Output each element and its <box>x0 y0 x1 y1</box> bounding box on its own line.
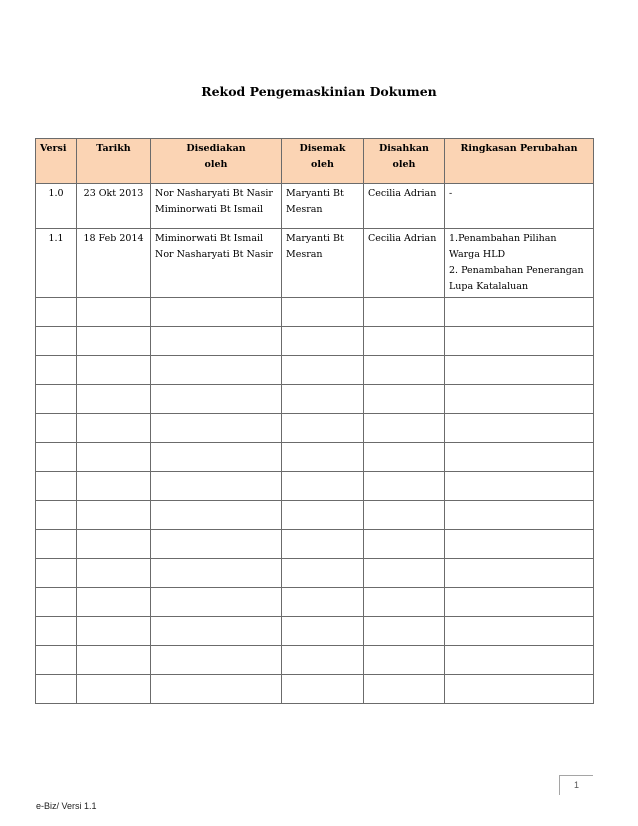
empty-cell <box>36 588 77 617</box>
cell-ringkasan: - <box>445 184 594 229</box>
empty-cell <box>282 646 364 675</box>
empty-cell <box>151 356 282 385</box>
empty-table-row <box>36 327 594 356</box>
empty-table-row <box>36 617 594 646</box>
empty-cell <box>77 588 151 617</box>
empty-cell <box>151 414 282 443</box>
empty-cell <box>282 530 364 559</box>
empty-cell <box>445 327 594 356</box>
empty-cell <box>282 443 364 472</box>
empty-cell <box>364 559 445 588</box>
empty-cell <box>445 501 594 530</box>
empty-cell <box>364 327 445 356</box>
empty-cell <box>151 443 282 472</box>
header-disahkan-line2: oleh <box>392 159 416 170</box>
cell-disemak: Maryanti Bt Mesran <box>282 229 364 298</box>
empty-cell <box>77 646 151 675</box>
empty-cell <box>77 501 151 530</box>
empty-cell <box>36 472 77 501</box>
cell-versi: 1.1 <box>36 229 77 298</box>
empty-cell <box>77 356 151 385</box>
empty-cell <box>77 414 151 443</box>
empty-table-row <box>36 530 594 559</box>
empty-table-row <box>36 385 594 414</box>
cell-tarikh: 18 Feb 2014 <box>77 229 151 298</box>
page-title: Rekod Pengemaskinian Dokumen <box>201 84 437 99</box>
empty-cell <box>36 385 77 414</box>
table-row <box>36 184 594 229</box>
empty-cell <box>364 356 445 385</box>
empty-table-row <box>36 298 594 327</box>
empty-cell <box>364 617 445 646</box>
empty-cell <box>282 356 364 385</box>
empty-cell <box>151 385 282 414</box>
empty-cell <box>77 617 151 646</box>
empty-cell <box>282 588 364 617</box>
empty-cell <box>77 559 151 588</box>
cell-ringkasan: 1.Penambahan Pilihan Warga HLD 2. Penambahan Penerangan Lupa Katalaluan <box>445 229 594 298</box>
empty-cell <box>445 414 594 443</box>
empty-cell <box>282 501 364 530</box>
empty-cell <box>364 385 445 414</box>
empty-cell <box>36 617 77 646</box>
empty-cell <box>151 298 282 327</box>
empty-cell <box>282 617 364 646</box>
empty-cell <box>445 472 594 501</box>
empty-table-row <box>36 588 594 617</box>
header-disediakan-line1: Disediakan <box>186 143 246 154</box>
empty-table-row <box>36 414 594 443</box>
empty-cell <box>151 588 282 617</box>
empty-cell <box>282 298 364 327</box>
empty-table-row <box>36 501 594 530</box>
empty-cell <box>36 530 77 559</box>
empty-cell <box>77 385 151 414</box>
cell-disediakan: Nor Nasharyati Bt Nasir Miminorwati Bt Ismail <box>151 184 282 229</box>
empty-cell <box>282 559 364 588</box>
empty-cell <box>445 443 594 472</box>
empty-cell <box>151 501 282 530</box>
header-disahkan <box>364 139 445 184</box>
empty-cell <box>77 675 151 704</box>
empty-cell <box>36 327 77 356</box>
empty-table-row <box>36 443 594 472</box>
empty-cell <box>445 298 594 327</box>
header-disemak <box>282 139 364 184</box>
cell-tarikh: 23 Okt 2013 <box>77 184 151 229</box>
header-tarikh: Tarikh <box>77 139 151 184</box>
empty-cell <box>445 385 594 414</box>
header-disemak-line1: Disemak <box>299 143 346 154</box>
empty-cell <box>36 443 77 472</box>
empty-cell <box>364 646 445 675</box>
header-disediakan <box>151 139 282 184</box>
empty-cell <box>77 472 151 501</box>
empty-cell <box>151 530 282 559</box>
empty-cell <box>77 327 151 356</box>
empty-cell <box>151 472 282 501</box>
cell-disahkan: Cecilia Adrian <box>364 229 445 298</box>
empty-cell <box>364 501 445 530</box>
footer-text: e-Biz/ Versi 1.1 <box>36 801 97 811</box>
empty-cell <box>151 327 282 356</box>
empty-table-row <box>36 646 594 675</box>
empty-cell <box>364 472 445 501</box>
cell-versi: 1.0 <box>36 184 77 229</box>
empty-cell <box>151 617 282 646</box>
header-versi: Versi <box>36 139 77 184</box>
empty-table-row <box>36 472 594 501</box>
empty-cell <box>282 472 364 501</box>
empty-cell <box>445 646 594 675</box>
cell-disemak: Maryanti Bt Mesran <box>282 184 364 229</box>
empty-table-row <box>36 356 594 385</box>
empty-cell <box>445 559 594 588</box>
empty-cell <box>445 675 594 704</box>
empty-cell <box>364 530 445 559</box>
header-disahkan-line1: Disahkan <box>379 143 429 154</box>
table-header-row <box>36 139 594 184</box>
empty-cell <box>77 530 151 559</box>
empty-cell <box>445 530 594 559</box>
empty-cell <box>151 646 282 675</box>
empty-cell <box>151 675 282 704</box>
empty-table-row <box>36 675 594 704</box>
empty-cell <box>445 588 594 617</box>
page-number: 1 <box>559 775 593 795</box>
empty-cell <box>36 414 77 443</box>
header-disemak-line2: oleh <box>311 159 334 170</box>
empty-cell <box>282 675 364 704</box>
empty-cell <box>445 356 594 385</box>
empty-table-row <box>36 559 594 588</box>
cell-disediakan: Miminorwati Bt Ismail Nor Nasharyati Bt Nasir <box>151 229 282 298</box>
empty-cell <box>445 617 594 646</box>
empty-cell <box>364 443 445 472</box>
empty-cell <box>36 559 77 588</box>
empty-cell <box>36 298 77 327</box>
empty-cell <box>364 414 445 443</box>
empty-cell <box>36 356 77 385</box>
revision-table <box>35 138 594 704</box>
empty-cell <box>151 559 282 588</box>
empty-cell <box>364 588 445 617</box>
empty-cell <box>36 675 77 704</box>
table-row <box>36 229 594 298</box>
cell-disahkan: Cecilia Adrian <box>364 184 445 229</box>
empty-cell <box>36 501 77 530</box>
empty-cell <box>282 327 364 356</box>
empty-cell <box>36 646 77 675</box>
blank-rows <box>36 298 594 704</box>
empty-cell <box>364 298 445 327</box>
empty-cell <box>364 675 445 704</box>
empty-cell <box>77 298 151 327</box>
empty-cell <box>77 443 151 472</box>
header-disediakan-line2: oleh <box>204 159 228 170</box>
empty-cell <box>282 414 364 443</box>
empty-cell <box>282 385 364 414</box>
header-ringkasan: Ringkasan Perubahan <box>445 139 594 184</box>
